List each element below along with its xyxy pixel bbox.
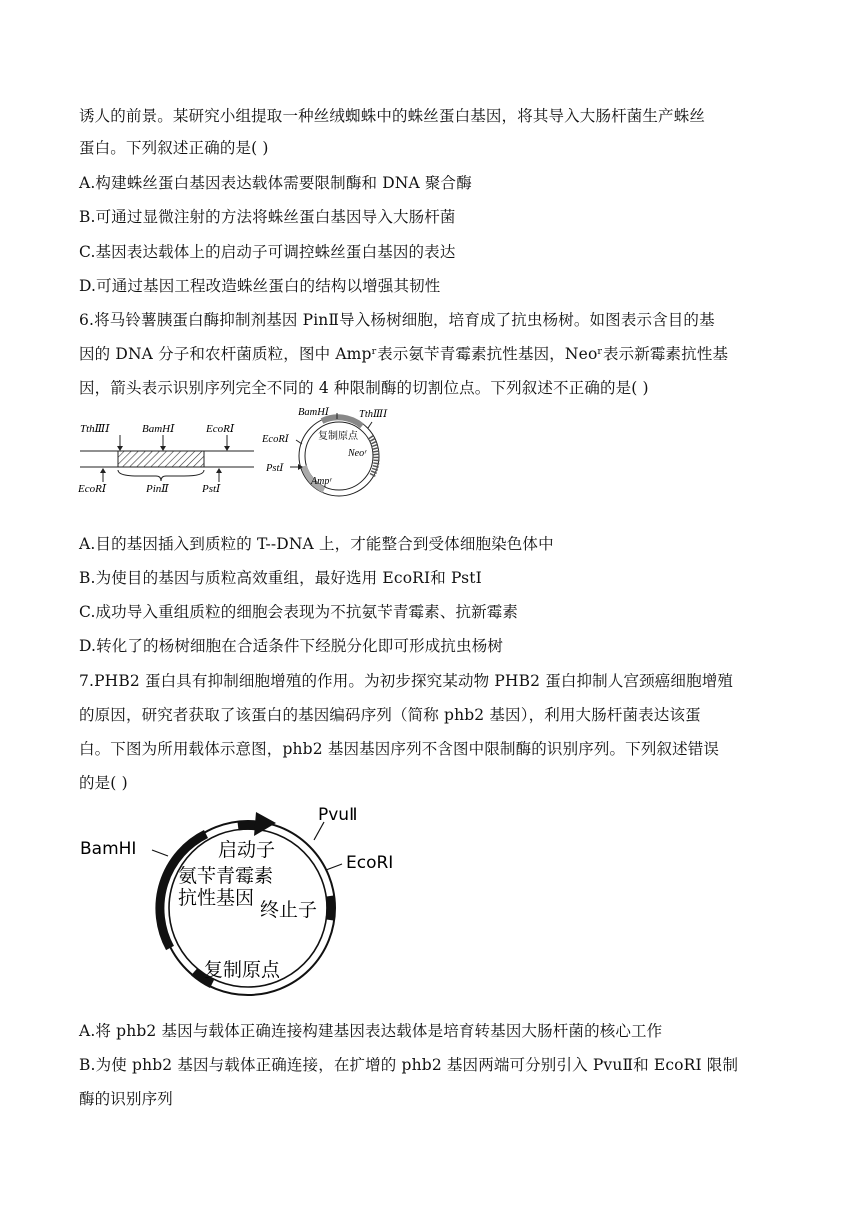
dna-fragment-diagram (78, 412, 258, 498)
tth3-label: TthⅢⅠ (359, 409, 388, 420)
question-7-stem: 7.PHB2 蛋白具有抑制细胞增殖的作用。为初步探究某动物 PHB2 蛋白抑制人宫颈癌细胞增殖 (79, 672, 734, 690)
text-line: 诱人的前景。某研究小组提取一种丝绒蜘蛛中的蛛丝蛋白基因，将其导入大肠杆菌生产蛛丝 (79, 107, 706, 125)
expression-vector-diagram (78, 798, 418, 1010)
text-line: 蛋白。下列叙述正确的是( ) (79, 139, 269, 157)
pvu2-label: PvuⅡ (318, 805, 358, 825)
ecor1-label: EcoRⅠ (262, 434, 289, 445)
option-a: A.目的基因插入到质粒的 T--DNA 上，才能整合到受体细胞染色体中 (79, 535, 554, 553)
ori-label: 复制原点 (318, 431, 358, 442)
pin2-label: PinⅡ (146, 483, 169, 495)
text-line: 白。下图为所用载体示意图，phb2 基因基因序列不含图中限制酶的识别序列。下列叙述错误 (79, 740, 720, 758)
text-line: 因，箭头表示识别序列完全不同的 4 种限制酶的切割位点。下列叙述不正确的是( ) (79, 379, 649, 397)
ecor1-label-top: EcoRⅠ (206, 423, 235, 435)
ori-label: 复制原点 (204, 959, 281, 981)
bamh1-label: BamHⅠ (142, 423, 175, 435)
neo-label: Neoʳ (348, 448, 367, 459)
pin2-gene-segment (118, 451, 204, 467)
text-line: 因的 DNA 分子和农杆菌质粒，图中 Ampʳ表示氨苄青霉素抗性基因，Neoʳ表示新霉素抗性基 (79, 345, 729, 363)
ecor1-label: EcoRⅠ (346, 853, 394, 873)
pst1-label: PstⅠ (266, 463, 284, 474)
text-line: 的是( ) (79, 774, 128, 792)
tth3-label: TthⅢⅠ (80, 423, 110, 435)
option-d: D.转化了的杨树细胞在合适条件下经脱分化即可形成抗虫杨树 (79, 637, 504, 655)
option-b: B.可通过显微注射的方法将蛛丝蛋白基因导入大肠杆菌 (79, 208, 456, 226)
bamh1-label: BamHⅠ (298, 407, 329, 418)
promoter-label: 启动子 (218, 839, 276, 861)
text-line: 的原因，研究者获取了该蛋白的基因编码序列（简称 phb2 基因），利用大肠杆菌表达该蛋 (79, 706, 701, 724)
option-a: A.构建蛛丝蛋白基因表达载体需要限制酶和 DNA 聚合酶 (79, 174, 472, 192)
option-c: C.基因表达载体上的启动子可调控蛛丝蛋白基因的表达 (79, 243, 456, 261)
terminator-label: 终止子 (260, 899, 318, 921)
question-6-stem: 6.将马铃薯胰蛋白酶抑制剂基因 PinⅡ导入杨树细胞，培育成了抗虫杨树。如图表示含目的基 (79, 311, 715, 329)
pst1-label: PstⅠ (202, 483, 221, 495)
bamh1-label: BamHⅠ (80, 839, 137, 859)
ecor1-label-bottom: EcoRⅠ (78, 483, 107, 495)
option-b: B.为使目的基因与质粒高效重组，最好选用 EcoRⅠ和 PstⅠ (79, 569, 482, 587)
agrobacterium-plasmid-diagram (262, 404, 402, 500)
text-line: 酶的识别序列 (79, 1090, 173, 1108)
option-c: C.成功导入重组质粒的细胞会表现为不抗氨苄青霉素、抗新霉素 (79, 603, 519, 621)
option-d: D.可通过基因工程改造蛛丝蛋白的结构以增强其韧性 (79, 277, 441, 295)
option-b: B.为使 phb2 基因与载体正确连接，在扩增的 phb2 基因两端可分别引入 PvuⅡ和 EcoRI 限制 (79, 1056, 739, 1074)
amp-resistance-label-2: 抗性基因 (178, 887, 255, 909)
amp-label: Ampʳ (311, 476, 332, 487)
amp-resistance-label-1: 氨苄青霉素 (178, 865, 274, 887)
option-a: A.将 phb2 基因与载体正确连接构建基因表达载体是培育转基因大肠杆菌的核心工作 (79, 1022, 663, 1040)
